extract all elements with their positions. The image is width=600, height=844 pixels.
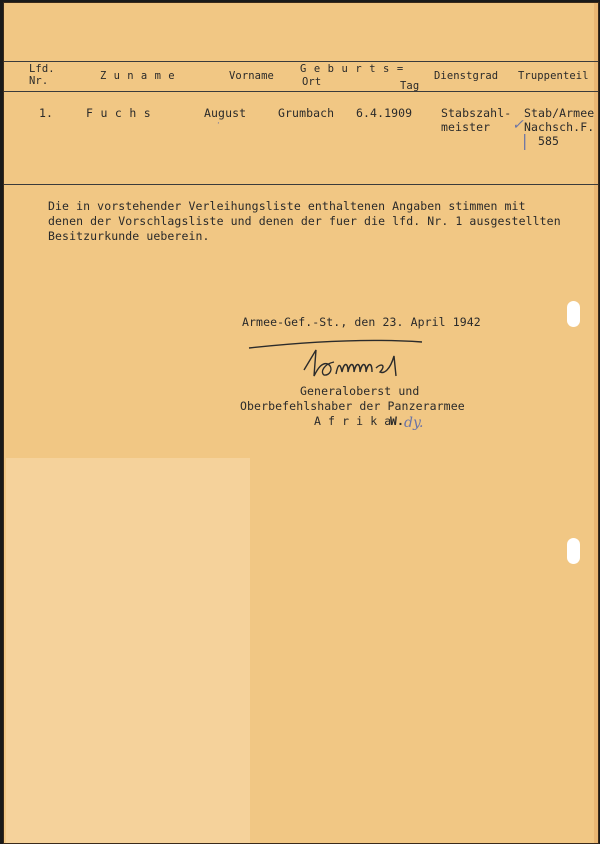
statement-line-3: Besitzurkunde ueberein. (48, 229, 210, 243)
header-vorname: Vorname (229, 70, 274, 82)
row-nr: 1. (39, 106, 54, 120)
header-nr: Nr. (29, 75, 49, 87)
statement-line-1: Die in vorstehender Verleihungsliste enthaltenen Angaben stimmen mit (48, 199, 526, 213)
row-dienstgrad-line1: Stabszahl- (441, 106, 512, 120)
row-vorname: August (204, 106, 247, 120)
header-truppenteil: Truppenteil (518, 70, 589, 82)
header-tag: Tag (400, 80, 420, 92)
table-top-rule (4, 61, 598, 62)
punch-hole-bottom (567, 538, 580, 564)
paper-edge-shadow (594, 3, 598, 843)
header-ort: Ort (302, 76, 322, 88)
rommel-signature-icon (244, 328, 454, 388)
row-truppenteil-line2: Nachsch.F. (524, 120, 595, 134)
row-dienstgrad-line2: meister (441, 120, 491, 134)
handwritten-initials: dy. (404, 415, 424, 431)
row-zuname: F u c h s (86, 106, 152, 120)
place-and-date: Armee-Gef.-St., den 23. April 1942 (242, 315, 481, 329)
table-header-rule (4, 91, 598, 92)
statement-line-2: denen der Vorschlagsliste und denen der fuer die lfd. Nr. 1 ausgestellten (48, 214, 561, 228)
rank-line-3: A f r i k a (314, 414, 392, 428)
small-tick-icon: · (217, 119, 220, 129)
document-page (3, 2, 599, 844)
row-tag: 6.4.1909 (356, 106, 413, 120)
lighter-paper-patch (6, 458, 250, 844)
header-zuname: Z u n a m e (100, 70, 176, 82)
handwritten-check-icon: ✓ (512, 117, 524, 133)
row-truppenteil-line3: 585 (538, 134, 560, 148)
punch-hole-top (567, 301, 580, 327)
typed-initial: W. (390, 414, 405, 428)
margin-stroke-icon: | (522, 131, 528, 150)
header-dienstgrad: Dienstgrad (434, 70, 499, 82)
rank-line-2: Oberbefehlshaber der Panzerarmee (240, 399, 465, 413)
row-truppenteil-line1: Stab/Armee (524, 106, 595, 120)
header-geburts: G e b u r t s = (300, 63, 404, 75)
row-ort: Grumbach (278, 106, 335, 120)
header-lfd: Lfd. (29, 63, 55, 75)
table-bottom-rule (4, 184, 598, 185)
rank-line-1: Generaloberst und (300, 384, 420, 398)
